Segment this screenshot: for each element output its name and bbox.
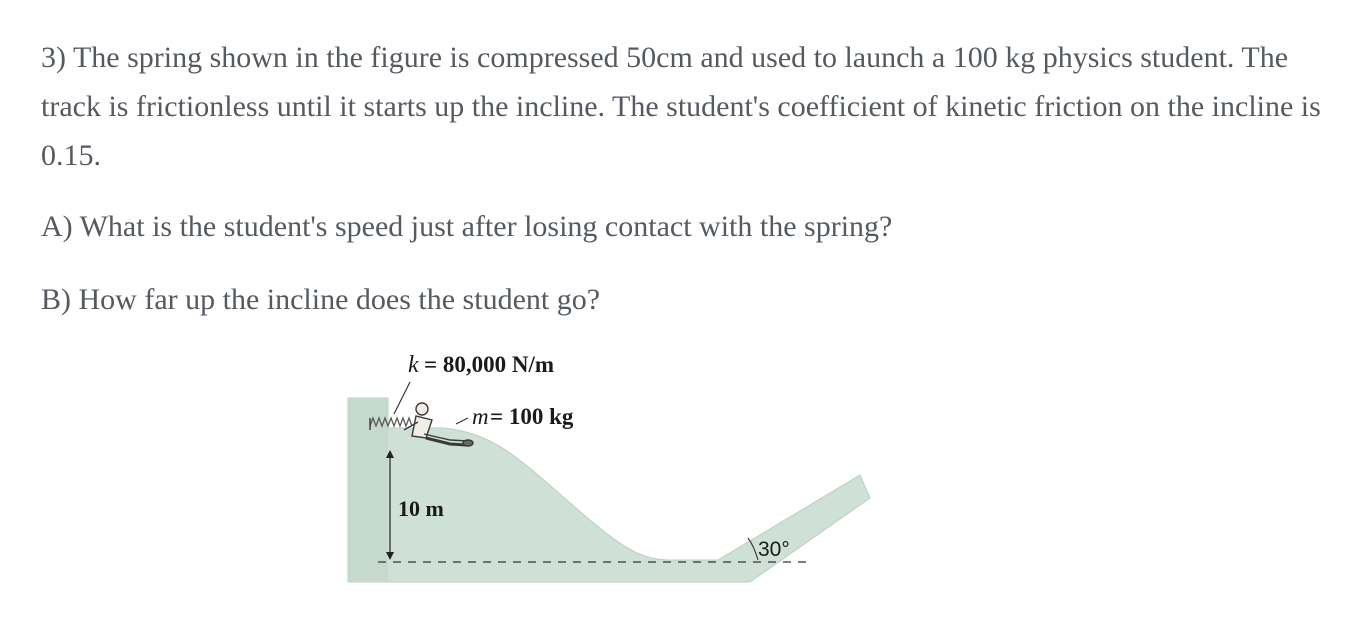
spring-constant-value: = 80,000 N/m <box>424 352 555 377</box>
problem-statement: 3) The spring shown in the figure is compressed 50cm and used to launch a 100 kg physics student. The track is frictionless until it starts up the incline. The student's coefficient of kinetic friction on the incline is 0.15. <box>41 41 1321 172</box>
question-part-b: B) How far up the incline does the student go? <box>41 283 601 316</box>
spring-constant-symbol: k <box>408 352 419 378</box>
height-label: 10 m <box>398 496 444 521</box>
angle-label: 30° <box>758 538 790 561</box>
mass-pointer-line <box>456 418 468 424</box>
spring-pointer-line <box>394 382 410 414</box>
mass-symbol: m <box>472 404 489 429</box>
track-diagram <box>340 340 880 590</box>
question-part-a: A) What is the student's speed just after losing contact with the spring? <box>41 210 893 243</box>
physics-figure <box>340 340 880 590</box>
mass-value: = 100 kg <box>490 404 574 429</box>
